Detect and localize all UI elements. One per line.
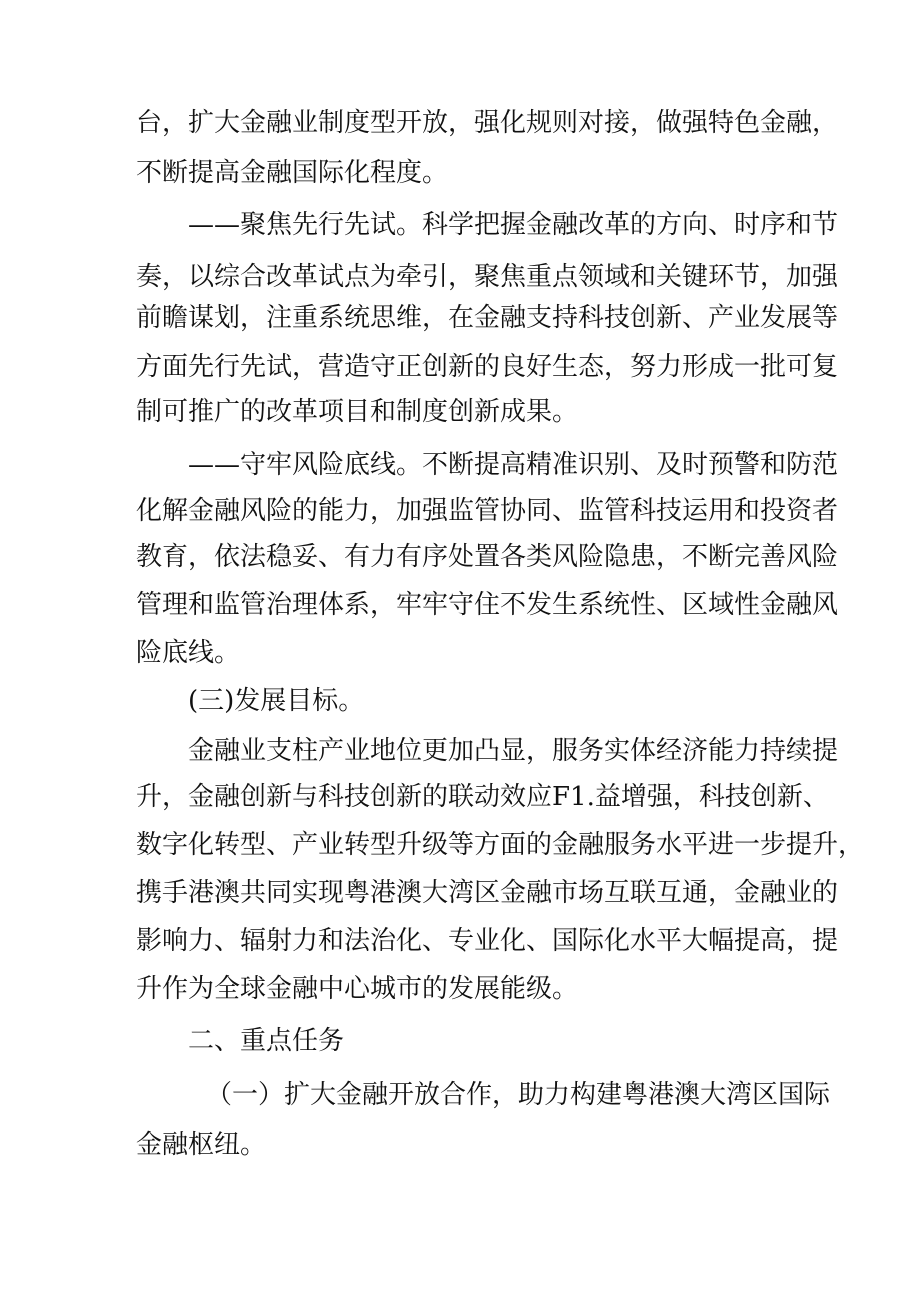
body-text-line: 影响力、辐射力和法治化、专业化、国际化水平大幅提高，提 (136, 926, 839, 956)
body-text-line: 化解金融风险的能力，加强监管协同、监管科技运用和投资者 (136, 496, 839, 526)
body-text-line: 不断提高金融国际化程度。 (136, 158, 449, 188)
subsection-heading-continued: 金融枢纽。 (136, 1130, 267, 1160)
body-text-line: 台，扩大金融业制度型开放，强化规则对接，做强特色金融， (136, 108, 839, 138)
body-text-line: 升作为全球金融中心城市的发展能级。 (136, 974, 579, 1004)
body-text-line: 方面先行先试，营造守正创新的良好生态，努力形成一批可复 (136, 352, 839, 382)
body-text-line: ——守牢风险底线。不断提高精准识别、及时预警和防范 (188, 450, 839, 480)
body-text-line: 前瞻谋划，注重系统思维，在金融支持科技创新、产业发展等 (136, 303, 839, 333)
body-text-line: 金融业支柱产业地位更加凸显，服务实体经济能力持续提 (188, 736, 839, 766)
body-text-line: 数字化转型、产业转型升级等方面的金融服务水平进一步提升， (136, 830, 865, 860)
body-text-line: 制可推广的改革项目和制度创新成果。 (136, 397, 579, 427)
body-text-line: 携手港澳共同实现粤港澳大湾区金融市场互联互通，金融业的 (136, 878, 839, 908)
body-text-line: 教育，依法稳妥、有力有序处置各类风险隐患，不断完善风险 (136, 542, 839, 572)
body-text-line: 奏，以综合改革试点为牵引，聚焦重点领域和关键环节，加强 (136, 262, 839, 292)
section-heading: (三)发展目标。 (188, 686, 365, 716)
body-text-line: 险底线。 (136, 638, 241, 668)
body-text-line: 升，金融创新与科技创新的联动效应F1.益增强，科技创新、 (136, 782, 829, 812)
body-text-line: ——聚焦先行先试。科学把握金融改革的方向、时序和节 (188, 210, 839, 240)
subsection-heading: （一）扩大金融开放合作，助力构建粤港澳大湾区国际 (206, 1080, 831, 1110)
chapter-heading: 二、重点任务 (188, 1026, 345, 1056)
body-text-line: 管理和监管治理体系，牢牢守住不发生系统性、区域性金融风 (136, 590, 839, 620)
